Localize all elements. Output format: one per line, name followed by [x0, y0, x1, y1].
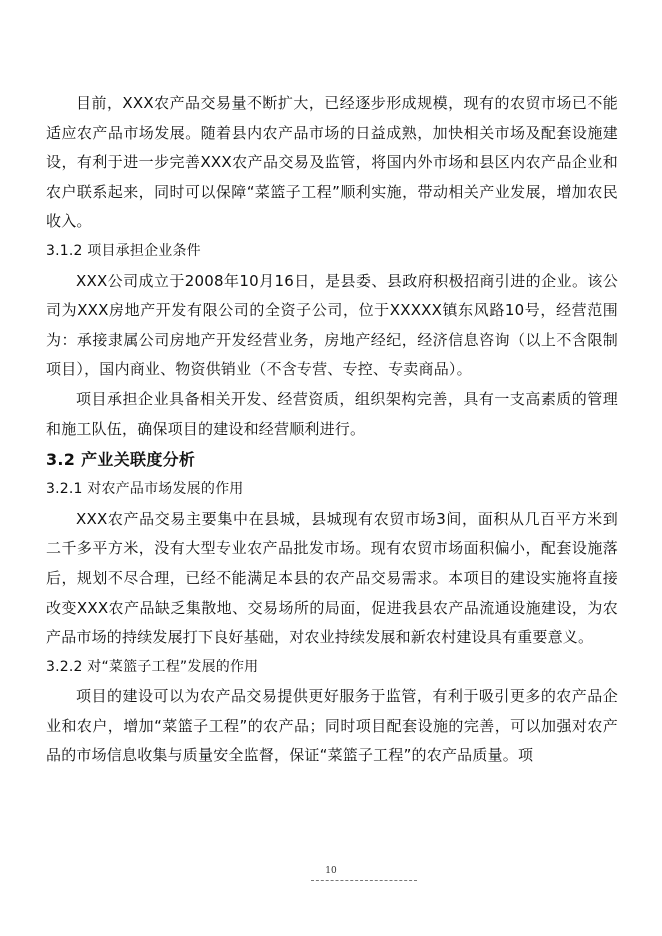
paragraph-vegetable-basket-role: 项目的建设可以为农产品交易提供更好服务于监管，有利于吸引更多的农产品企业和农户，增加“菜篮子工程”的农产品；同时项目配套设施的完善，可以加强对农产品的市场信息收集与质量安全监督，保证“菜篮子工程”的农产品质量。项	[46, 687, 618, 765]
paragraph-company-qualification: 项目承担企业具备相关开发、经营资质，组织架构完善，具有一支高素质的管理和施工队伍，确保项目的建设和经营顺利进行。	[46, 389, 618, 438]
heading-3-2-2: 3.2.2 对“菜篮子工程”发展的作用	[46, 658, 259, 675]
heading-3-2-1: 3.2.1 对农产品市场发展的作用	[46, 481, 244, 498]
page-body	[46, 89, 618, 771]
heading-3-2: 3.2 产业关联度分析	[46, 450, 196, 470]
footer-divider	[311, 880, 417, 881]
heading-3-1-2: 3.1.2 项目承担企业条件	[46, 242, 201, 259]
paragraph-market-development: 目前，XXX农产品交易量不断扩大，已经逐步形成规模，现有的农贸市场已不能适应农产品市场发展。随着县内农产品市场的日益成熟，加快相关市场及配套设施建设，有利于进一步完善XXX农产品交易及监管，将国内外市场和县区内农产品企业和农户联系起来，同时可以保障“菜篮子工程”顺利实施，带动相关产业发展，增加农民收入。	[46, 94, 618, 231]
paragraph-company-profile: XXX公司成立于2008年10月16日，是县委、县政府积极招商引进的企业。该公司为XXX房地产开发有限公司的全资子公司，位于XXXXX镇东风路10号，经营范围为：承接隶属公司房地产开发经营业务，房地产经纪，经济信息咨询（以上不含限制项目），国内商业、物资供销业（不含专营、专控、专卖商品）。	[46, 271, 618, 379]
paragraph-market-role: XXX农产品交易主要集中在县城，县城现有农贸市场3间，面积从几百平方米到二千多平方米，没有大型专业农产品批发市场。现有农贸市场面积偏小，配套设施落后，规划不尽合理，已经不能满足本县的农产品交易需求。本项目的建设实施将直接改变XXX农产品缺乏集散地、交易场所的局面，促进我县农产品流通设施建设，为农产品市场的持续发展打下良好基础，对农业持续发展和新农村建设具有重要意义。	[46, 509, 618, 647]
page-number: 10	[325, 866, 337, 876]
